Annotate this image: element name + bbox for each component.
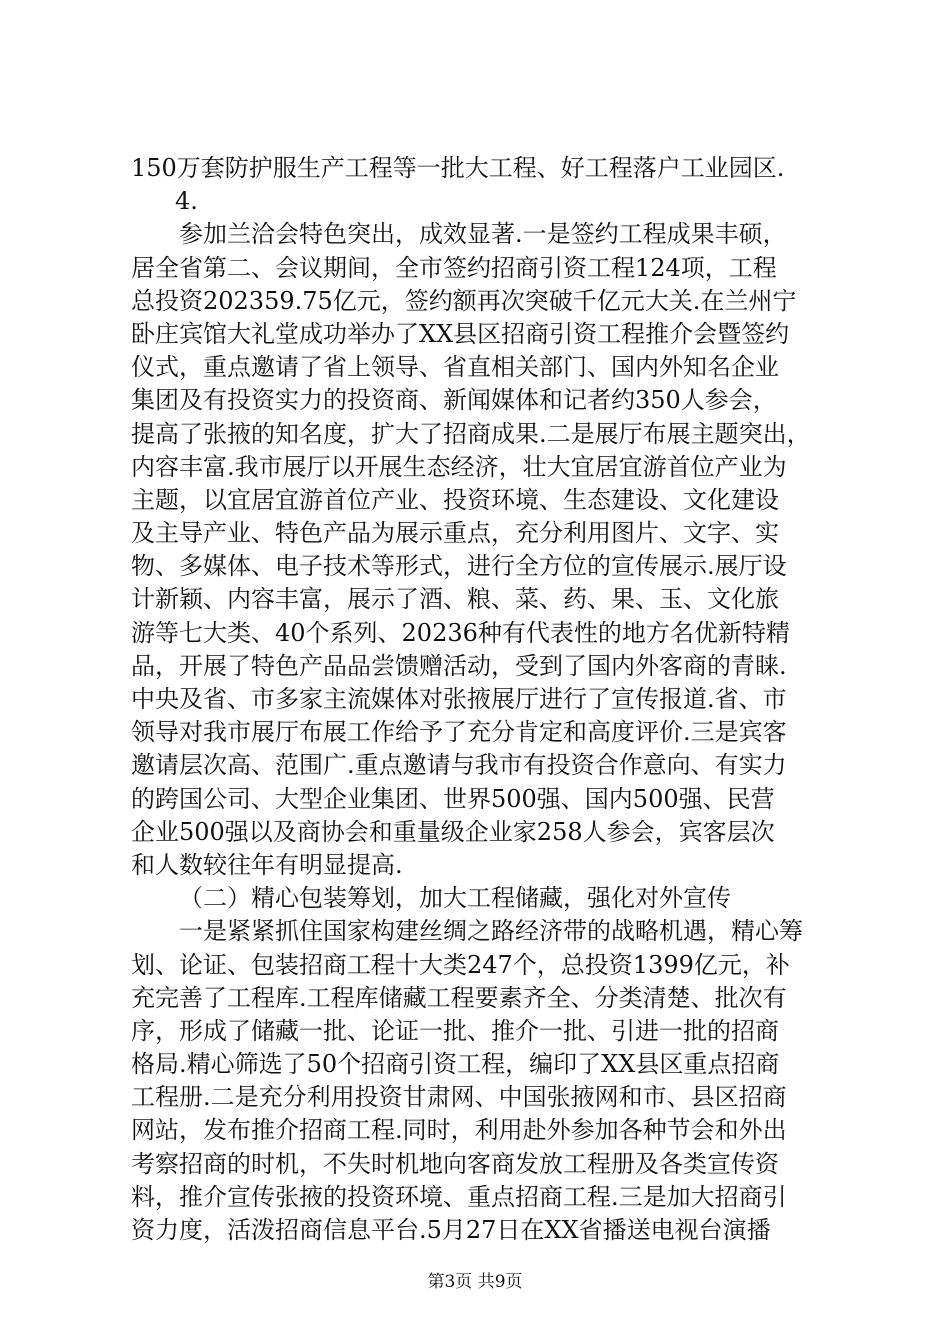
text-line: 邀请层次高、范围广.重点邀请与我市有投资合作意向、有实力	[131, 751, 787, 780]
section-number: 4.	[175, 187, 198, 216]
text-line: 集团及有投资实力的投资商、新闻媒体和记者约350人参会，	[131, 386, 777, 415]
text-line: 主题，以宜居宜游首位产业、投资环境、生态建设、文化建设	[131, 485, 779, 514]
section-heading: （二）精心包装筹划，加大工程储藏，强化对外宣传	[179, 884, 731, 913]
text-line: 格局.精心筛选了50个招商引资工程，编印了XX县区重点招商	[131, 1050, 780, 1079]
text-line: 居全省第二、会议期间，全市签约招商引资工程124项，工程	[131, 253, 777, 282]
paragraph-first-line: 一是紧紧抓住国家构建丝绸之路经济带的战略机遇，精心筹	[179, 917, 803, 946]
page-number: 第3页 共9页	[427, 1272, 523, 1292]
text-line: 网站，发布推介招商工程.同时，利用赴外参加各种节会和外出	[131, 1116, 787, 1145]
text-line: 及主导产业、特色产品为展示重点，充分利用图片、文字、实	[131, 519, 779, 548]
text-line: 计新颖、内容丰富，展示了酒、粮、菜、药、果、玉、文化旅	[131, 585, 779, 614]
text-line: 总投资202359.75亿元，签约额再次突破千亿元大关.在兰州宁	[131, 286, 797, 315]
text-line: 划、论证、包装招商工程十大类247个，总投资1399亿元，补	[131, 950, 790, 979]
text-line: 领导对我市展厅布展工作给予了充分肯定和高度评价.三是宾客	[131, 718, 787, 747]
text-line: 充完善了工程库.工程库储藏工程要素齐全、分类清楚、批次有	[131, 983, 787, 1012]
text-line: 考察招商的时机，不失时机地向客商发放工程册及各类宣传资	[131, 1149, 779, 1178]
text-line: 和人数较往年有明显提高.	[131, 850, 403, 879]
text-line: 内容丰富.我市展厅以开展生态经济，壮大宜居宜游首位产业为	[131, 452, 787, 481]
document-body	[131, 152, 836, 1247]
text-line: 工程册.二是充分利用投资甘肃网、中国张掖网和市、县区招商	[131, 1083, 787, 1112]
text-line: 品，开展了特色产品品尝馈赠活动，受到了国内外客商的青睐.	[131, 651, 787, 680]
text-line: 仪式，重点邀请了省上领导、省直相关部门、国内外知名企业	[131, 353, 779, 382]
text-line: 资力度，活泼招商信息平台.5月27日在XX省播送电视台演播	[131, 1216, 771, 1244]
text-line: 企业500强以及商协会和重量级企业家258人参会，宾客层次	[131, 817, 775, 846]
text-line: 中央及省、市多家主流媒体对张掖展厅进行了宣传报道.省、市	[131, 685, 787, 713]
text-line: 150万套防护服生产工程等一批大工程、好工程落户工业园区.	[131, 154, 785, 182]
paragraph-first-line: 参加兰洽会特色突出，成效显著.一是签约工程成果丰硕，	[179, 220, 787, 249]
text-line: 物、多媒体、电子技术等形式，进行全方位的宣传展示.展厅设	[131, 552, 787, 581]
text-line: 游等七大类、40个系列、20236种有代表性的地方名优新特精	[131, 618, 790, 647]
text-line: 料，推介宣传张掖的投资环境、重点招商工程.三是加大招商引	[131, 1182, 787, 1211]
text-line: 的跨国公司、大型企业集团、世界500强、国内500强、民营	[131, 784, 775, 813]
text-line: 提高了张掖的知名度，扩大了招商成果.二是展厅布展主题突出，	[131, 419, 811, 448]
text-line: 序，形成了储藏一批、论证一批、推介一批、引进一批的招商	[131, 1016, 779, 1045]
page-footer	[0, 1272, 950, 1292]
text-line: 卧庄宾馆大礼堂成功举办了XX县区招商引资工程推介会暨签约	[131, 319, 790, 348]
